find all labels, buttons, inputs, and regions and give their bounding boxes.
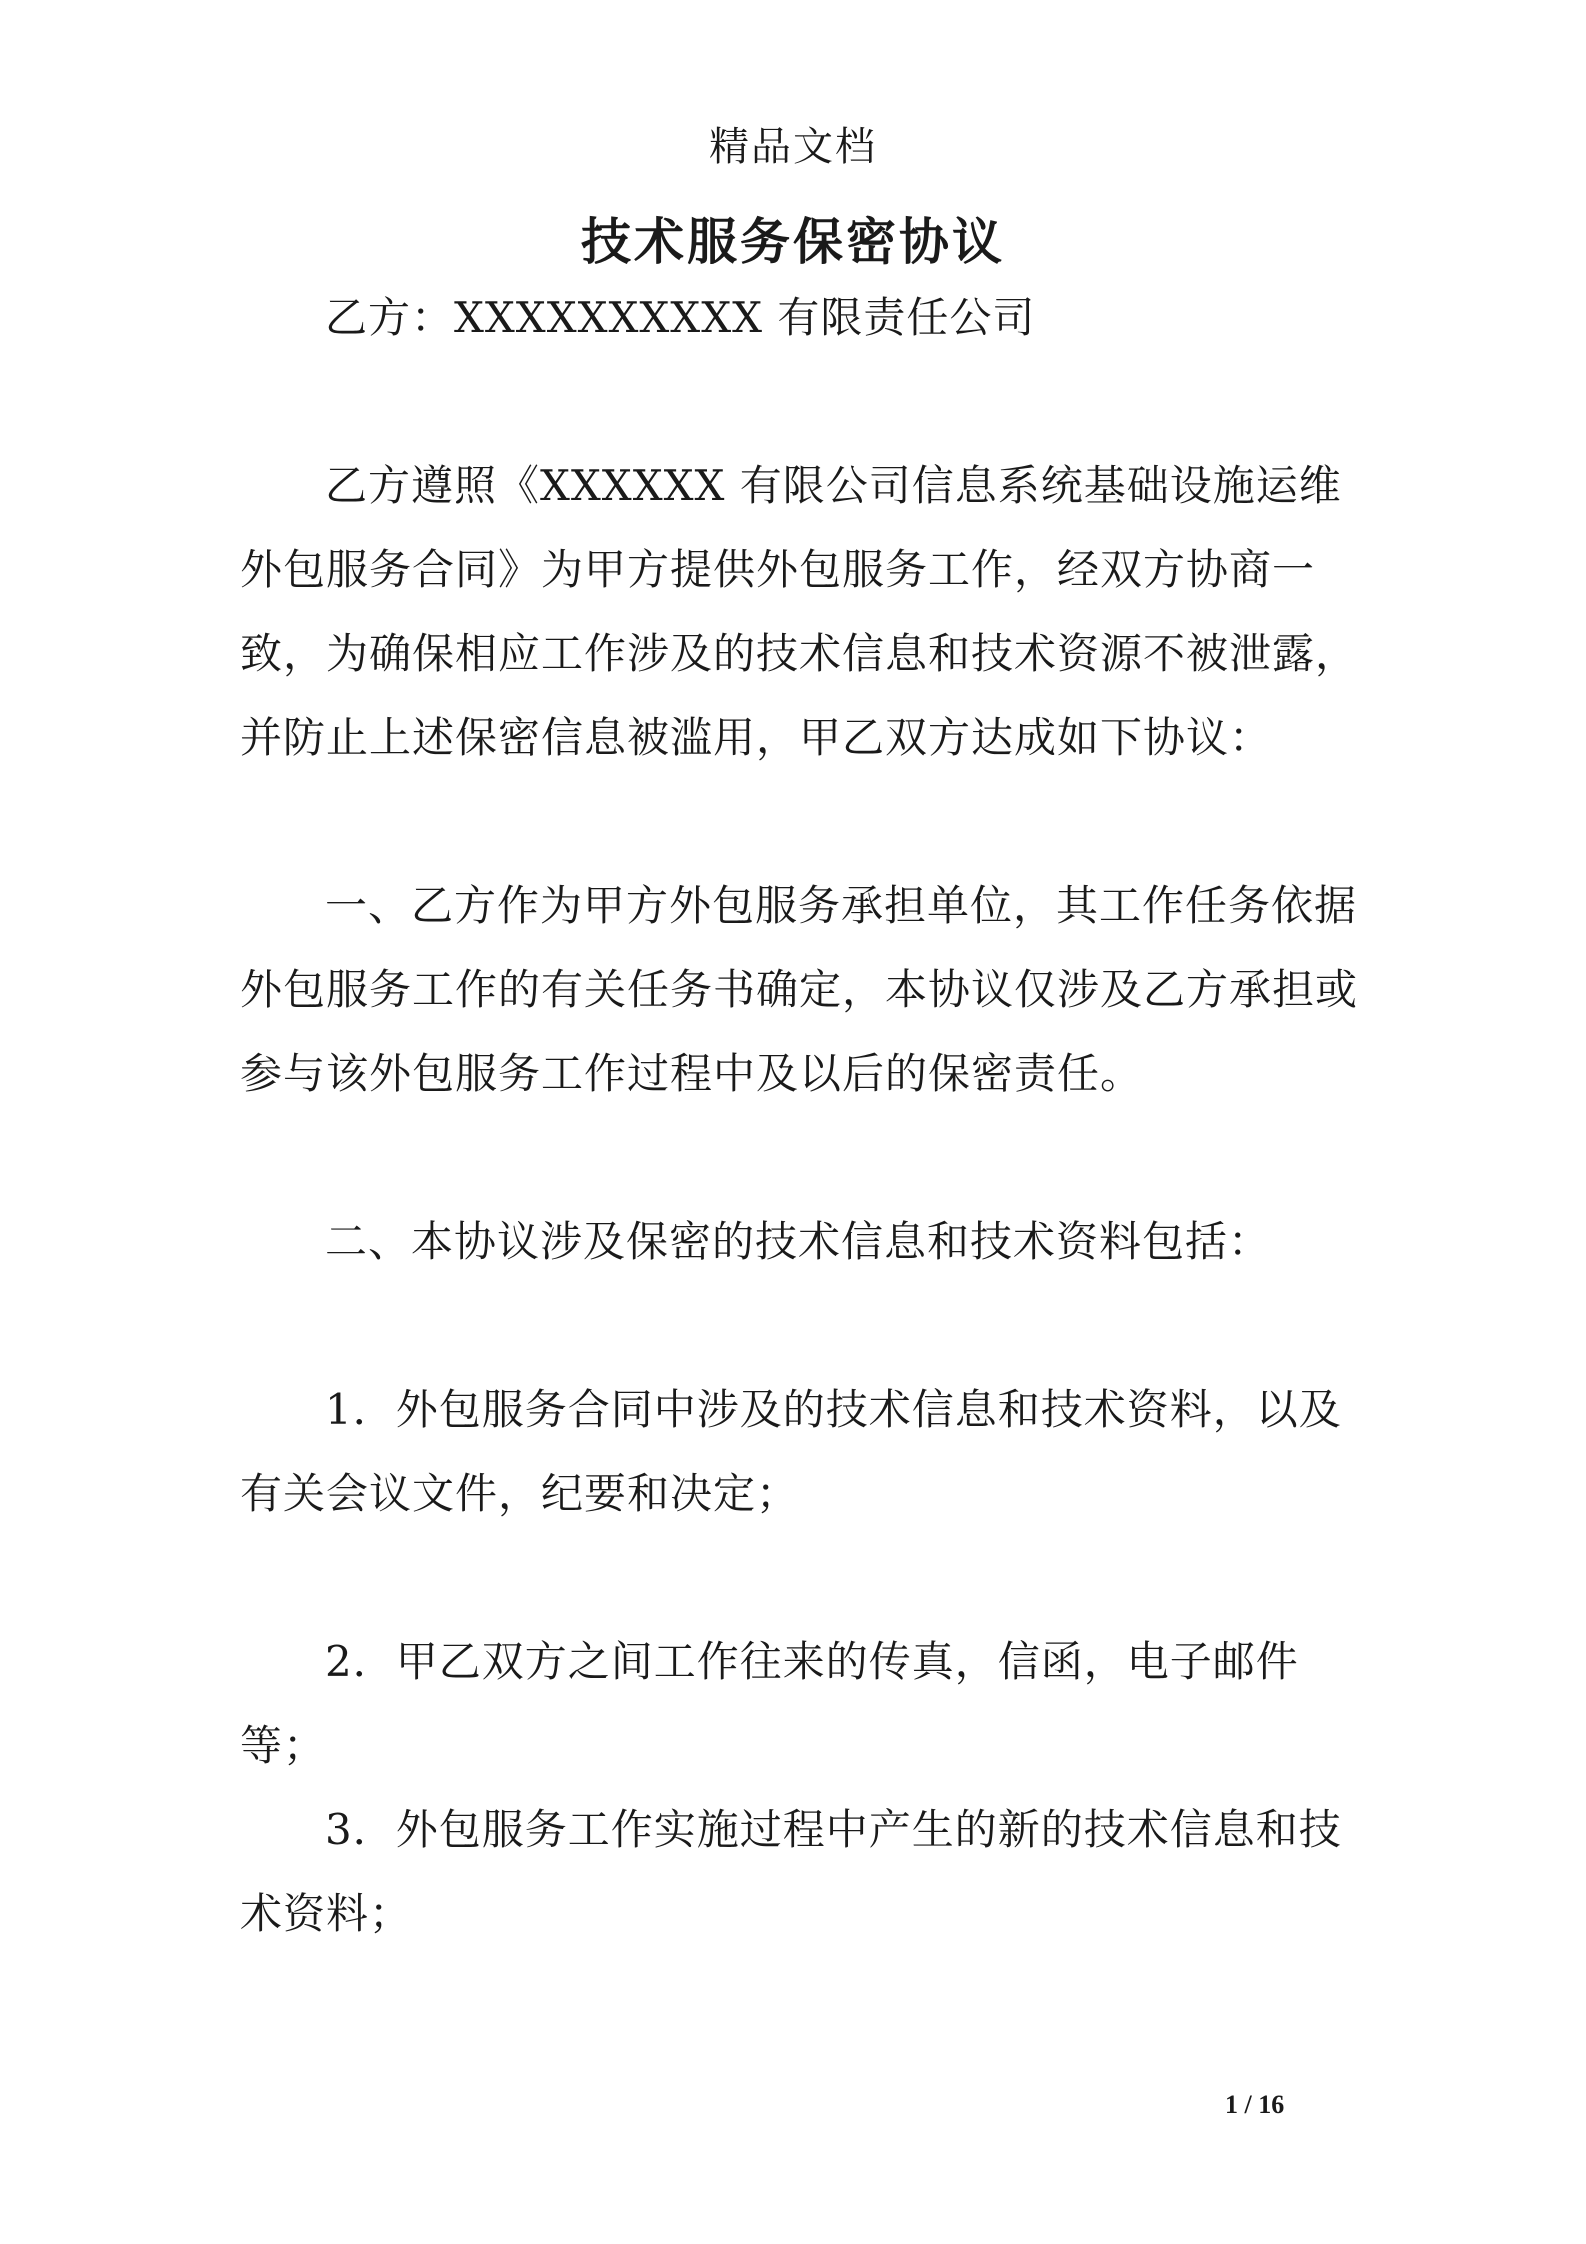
list-item-1: 1．外包服务合同中涉及的技术信息和技术资料，以及有关会议文件，纪要和决定；	[240, 1385, 1342, 1518]
list-item-2: 2．甲乙双方之间工作往来的传真，信函，电子邮件等；	[240, 1637, 1299, 1770]
paragraph-clause-1: 一、乙方作为甲方外包服务承担单位，其工作任务依据外包服务工作的有关任务书确定，本协议仅涉及乙方承担或参与该外包服务工作过程中及以后的保密责任。	[240, 881, 1359, 1098]
page-number: 1 / 16	[1225, 2090, 1285, 2119]
document-title: 技术服务保密协议	[581, 212, 1005, 271]
paragraph-clause-2: 二、本协议涉及保密的技术信息和技术资料包括：	[325, 1217, 1272, 1266]
page-header: 精品文档	[709, 124, 877, 170]
paragraph-preamble: 乙方遵照《XXXXXX 有限公司信息系统基础设施运维外包服务合同》为甲方提供外包服务工作，经双方协商一致，为确保相应工作涉及的技术信息和技术资源不被泄露，并防止上述保密信息被滥用，甲乙双方达成如下协议：	[240, 461, 1359, 762]
list-item-3: 3．外包服务工作实施过程中产生的新的技术信息和技术资料；	[240, 1805, 1342, 1938]
party-b-line: 乙方：XXXXXXXXXX 有限责任公司	[325, 293, 1036, 342]
